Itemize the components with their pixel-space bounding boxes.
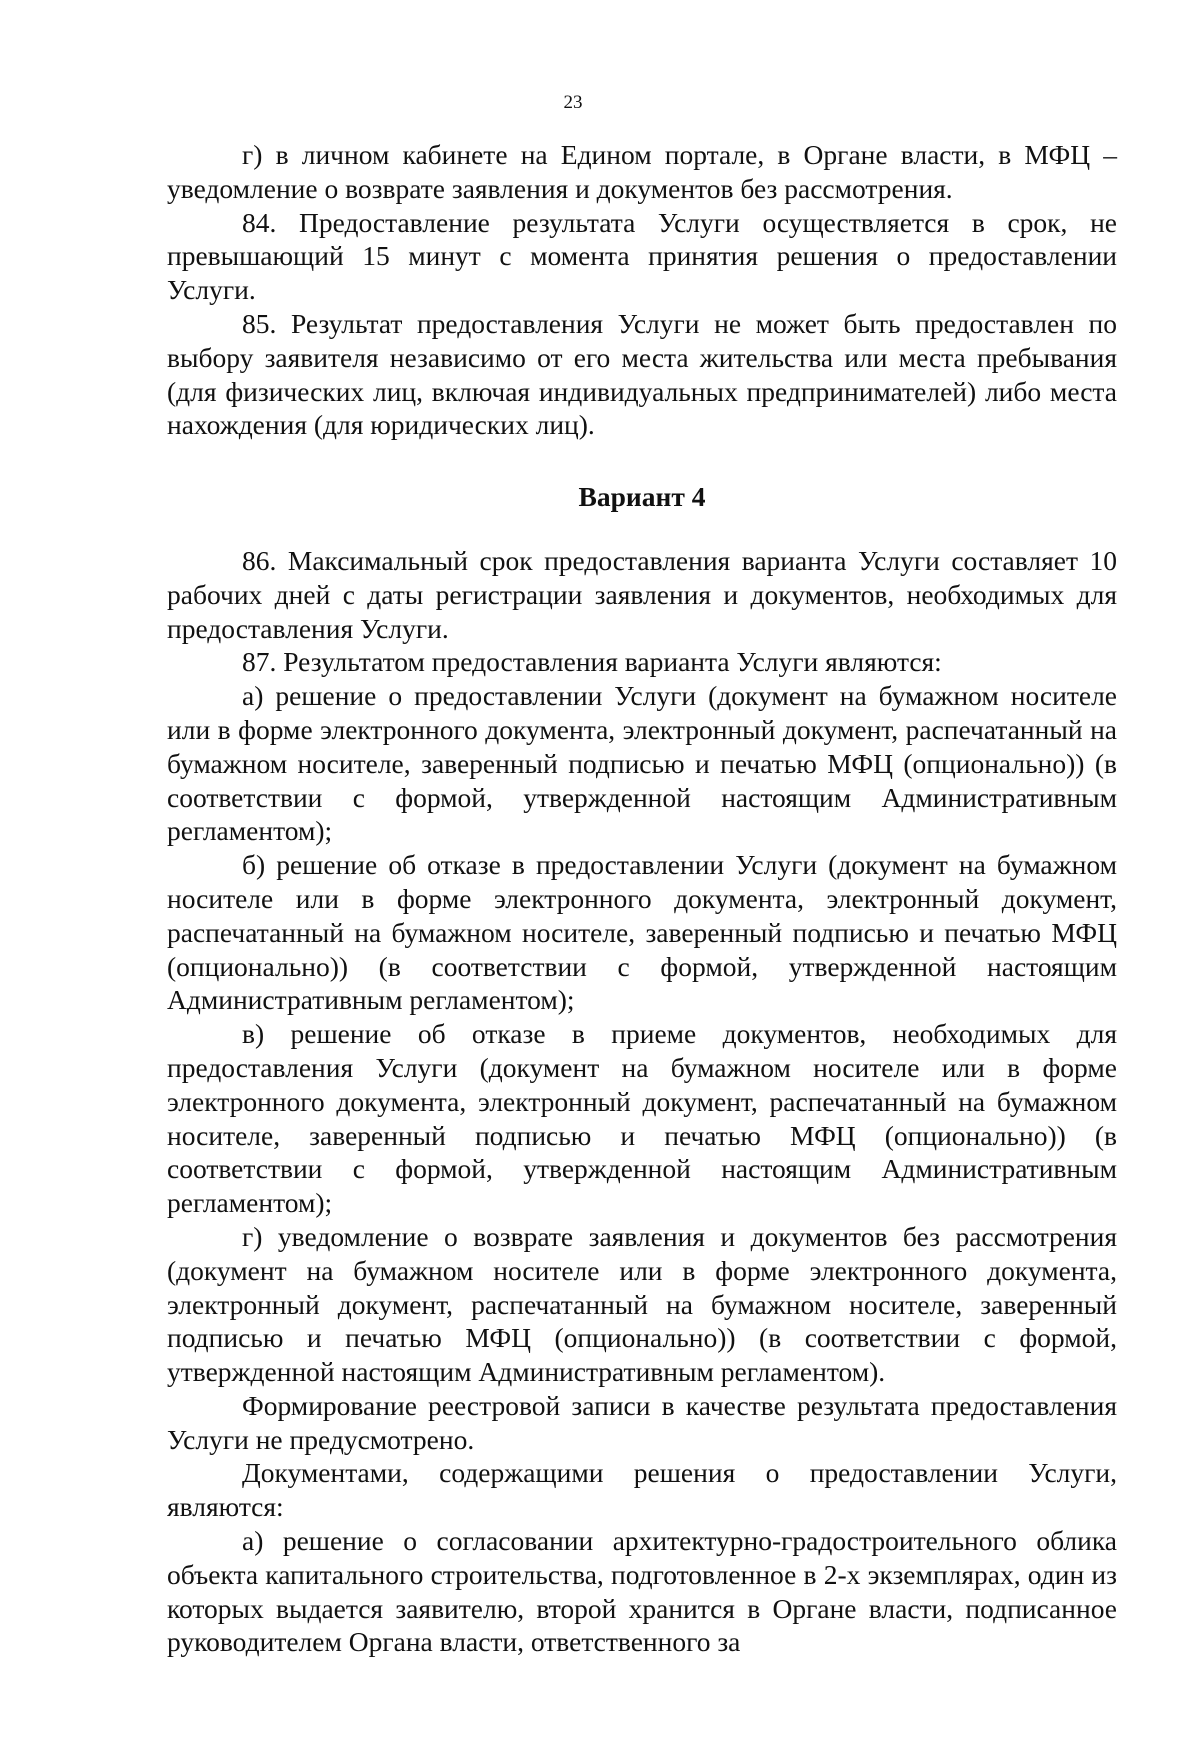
page-number: 23 xyxy=(563,92,583,113)
section-heading: Вариант 4 xyxy=(578,481,706,513)
paragraph-84: 84. Предоставление результата Услуги осуществляется в срок, не превышающий 15 минут с момента принятия решения о предоставлении Услуги. xyxy=(167,206,1117,306)
paragraph-87-g: г) уведомление о возврате заявления и документов без рассмотрения (документ на бумажном носителе или в форме электронного документа, электронный документ, распечатанный на бумажном носителе, заверенный подписью и печатью МФЦ (опционально)) (в соответствии с формой, утвержденной настоящим Административным регламентом). xyxy=(167,1220,1117,1388)
paragraph-decision-documents: Документами, содержащими решения о предоставлении Услуги, являются: xyxy=(167,1457,1117,1523)
paragraph-87-a: а) решение о предоставлении Услуги (документ на бумажном носителе или в форме электронного документа, электронный документ, распечатанный на бумажном носителе, заверенный подписью и печатью МФЦ (опционально)) (в соответствии с формой, утвержденной настоящим Административным регламентом); xyxy=(167,680,1117,847)
paragraph-87-v: в) решение об отказе в приеме документов, необходимых для предоставления Услуги (документ на бумажном носителе или в форме электронного документа, электронный документ, распечатанный на бумажном носителе, заверенный подписью и печатью МФЦ (опционально)) (в соответствии с формой, утвержденной настоящим Административным регламентом); xyxy=(167,1018,1117,1219)
paragraph-87-b: б) решение об отказе в предоставлении Услуги (документ на бумажном носителе или в форме электронного документа, электронный документ, распечатанный на бумажном носителе, заверенный подписью и печатью МФЦ (опционально)) (в соответствии с формой, утвержденной настоящим Административным регламентом); xyxy=(167,849,1117,1016)
paragraph-86: 86. Максимальный срок предоставления варианта Услуги составляет 10 рабочих дней с даты регистрации заявления и документов, необходимых для предоставления Услуги. xyxy=(167,544,1117,644)
paragraph-85: 85. Результат предоставления Услуги не может быть предоставлен по выбору заявителя независимо от его места жительства или места пребывания (для физических лиц, включая индивидуальных предпринимателей) либо места нахождения (для юридических лиц). xyxy=(167,307,1117,441)
paragraph-g-notice: г) в личном кабинете на Едином портале, в Органе власти, в МФЦ – уведомление о возврате заявления и документов без рассмотрения. xyxy=(167,139,1117,204)
paragraph-registry-record: Формирование реестровой записи в качестве результата предоставления Услуги не предусмотрено. xyxy=(167,1389,1117,1455)
document-body xyxy=(167,138,1117,1659)
paragraph-decision-a: а) решение о согласовании архитектурно-градостроительного облика объекта капитального строительства, подготовленное в 2-х экземплярах, один из которых выдается заявителю, второй хранится в Органе власти, подписанное руководителем Органа власти, ответственного за xyxy=(167,1525,1117,1658)
paragraph-87: 87. Результатом предоставления варианта Услуги являются: xyxy=(242,646,942,678)
